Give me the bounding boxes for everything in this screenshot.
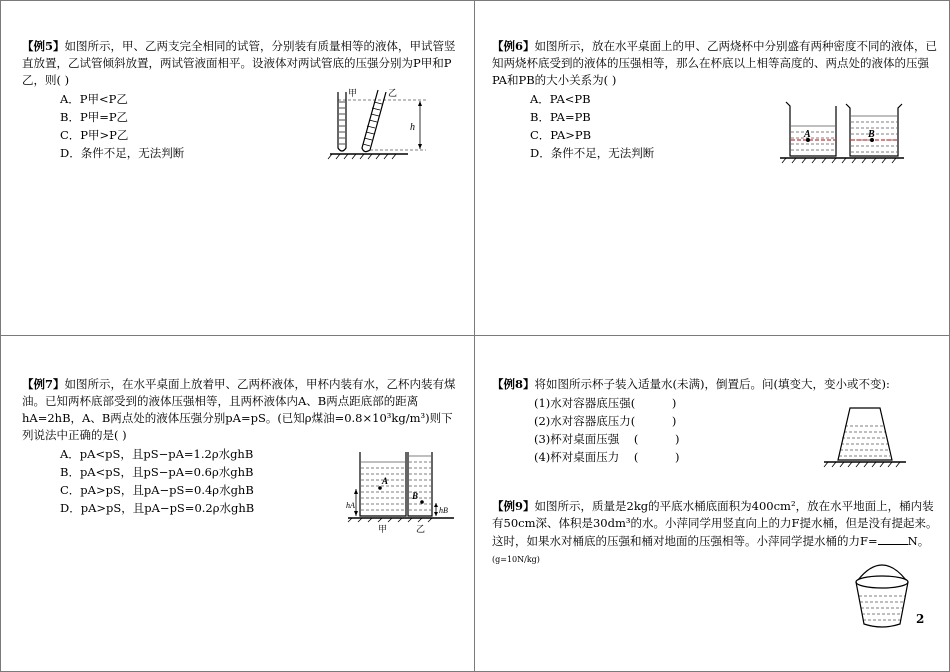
example-9-stem [492,498,938,568]
example-7-text: 如图所示，在水平桌面上放着甲、乙两杯液体，甲杯内装有水，乙杯内装有煤油。已知两杯底部受到的液体压强相等，且两杯液体内A、B两点距底部的距离hA=2hB，A、B两点处的液体压强分别pA=pS。(已知ρ煤油=0.8×10³kg/m³)则下列说法中正确的是( ) [22,377,456,442]
item-1: (1)水对容器底压强( ) [534,396,677,410]
option-b: B．P甲=P乙 [60,110,129,124]
example-8-tag: 【例8】 [492,377,535,391]
example-5-stem [22,38,462,89]
example-5-tag: 【例5】 [22,39,65,53]
label-a: A [382,476,389,486]
example-5-text: 如图所示，甲、乙两支完全相同的试管，分别装有质量相等的液体，甲试管竖直放置，乙试管倾斜放置，两试管液面相平。设液体对两试管底的压强分别为P甲和P乙，则( ) [22,39,456,87]
option-a: A．pA<pS，且pS−pA=1.2ρ水ghB [60,447,254,461]
option-b: B．pA<pS，且pS−pA=0.6ρ水ghB [60,465,254,479]
label-yi: 乙 [416,525,426,535]
cup-figure [822,404,908,468]
label-jia: 甲 [348,89,358,99]
example-7-tag: 【例7】 [22,377,65,391]
example-8-stem [492,376,938,393]
option-a: A．PA<PB [530,92,591,106]
label-hb: hB [439,506,448,515]
option-b: B．PA=PB [530,110,591,124]
label-a: A [804,129,811,140]
option-d: D．条件不足，无法判断 [530,146,655,160]
answer-blank[interactable] [878,532,908,545]
vertical-divider [474,0,475,672]
option-c: C．P甲>P乙 [60,128,129,142]
example-9 [492,498,938,568]
option-c: C．pA>pS，且pA−pS=0.4ρ水ghB [60,483,254,497]
label-b: B [412,491,419,501]
label-b: B [868,129,875,140]
option-d: D．条件不足，无法判断 [60,146,185,160]
cups-figure [346,450,456,536]
example-9-note: (g=10N/kg) [492,555,540,564]
example-9-unit: N。 [907,534,930,548]
example-6-text: 如图所示，放在水平桌面上的甲、乙两烧杯中分别盛有两种密度不同的液体，已知两烧杯底受到的液体的压强相等，那么在杯底以上相等高度的、两点处的液体的压强PA和PB的大小关系为( ) [492,39,938,87]
example-7-stem [22,376,464,444]
option-d: D．pA>pS，且pA−pS=0.2ρ水ghB [60,501,255,515]
example-8-text: 将如图所示杯子装入适量水(未满)，倒置后。问(填变大，变小或不变): [534,377,890,391]
example-6-stem [492,38,938,89]
item-3: (3)杯对桌面压强 ( ) [534,432,680,446]
label-yi: 乙 [388,89,398,99]
item-4: (4)杯对桌面压力 ( ) [534,450,680,464]
option-c: C．PA>PB [530,128,592,142]
example-9-text: 如图所示，质量是2kg的平底水桶底面积为400cm²，放在水平地面上，桶内装有50cm深、体积是30dm³的水。小萍同学用竖直向上的力F提水桶，但是没有提起来。这时，如果水对桶底的压强和桶对地面的压强相等。小萍同学提水桶的力F= [492,499,938,548]
horizontal-divider [0,335,950,336]
example-6-tag: 【例6】 [492,39,535,53]
test-tubes-figure [326,86,436,160]
label-h: h [410,122,415,133]
label-jia: 甲 [378,525,388,535]
example-9-tag: 【例9】 [492,499,535,513]
item-2: (2)水对容器底压力( ) [534,414,677,428]
beakers-figure [780,98,906,164]
option-a: A．P甲<P乙 [60,92,128,106]
bucket-figure [850,560,914,630]
label-ha: hA [346,501,355,510]
page-number: 2 [916,612,925,626]
